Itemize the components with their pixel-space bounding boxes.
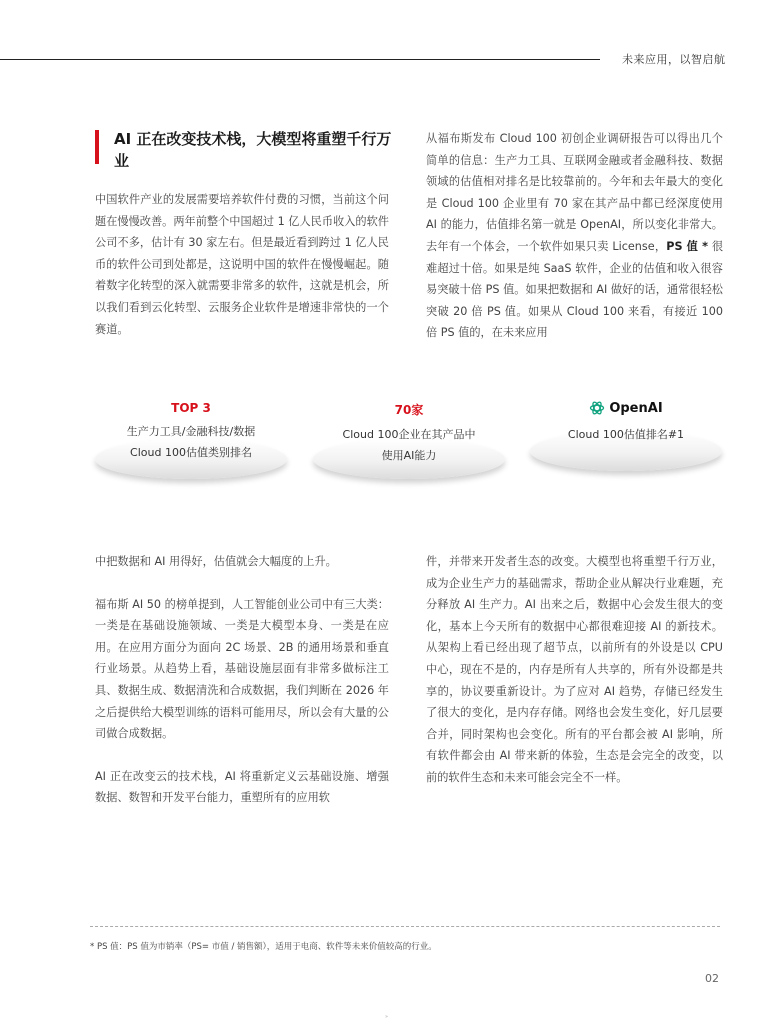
paragraph: 中把数据和 AI 用得好，估值就会大幅度的上升。 [95,555,337,568]
footnote-divider [90,926,720,927]
left-top-column [95,189,389,361]
paragraph: 中国软件产业的发展需要培养软件付费的习惯，当前这个问题在慢慢改善。两年前整个中国超过 1 亿人民币收入的软件公司不多，估计有 30 家左右。但是最近看到跨过 1 亿人民币的软件公司到处都是，这说明中国的软件在慢慢崛起。随着数字化转型的深入就需要非常多的软件，这就是机会，所以我们看到云化转型、云服务企业软件是增速非常快的一个赛道。 [95,193,389,336]
ps-value-term: PS 值 * [666,239,709,253]
paragraph-text: 很难超过十倍。如果是纯 SaaS 软件，企业的估值和收入很容易突破十倍 PS 值。如果把数据和 AI 做好的话，通常很轻松突破 20 倍 PS 值。如果从 Cloud 100 来看，有接近 100 倍 PS 值的，在未来应用 [426,239,724,340]
left-bottom-column [95,551,389,830]
stat-line: 生产力工具/金融科技/数据 [126,425,256,438]
stat-line: Cloud 100估值类别排名 [130,446,252,459]
right-bottom-column [426,551,723,810]
stat-openai [530,400,722,445]
stat-head: 70家 [394,403,424,417]
section-title: AI 正在改变技术栈，大模型将重塑千行万业 [114,130,392,170]
stat-line: Cloud 100企业在其产品中 [342,428,476,441]
paragraph: AI 正在改变云的技术栈，AI 将重新定义云基础设施、增强数据、数智和开发平台能力，重塑所有的应用软 [95,769,389,805]
decorative-mark: » [385,1014,389,1020]
right-top-column [426,128,723,365]
stat-line: 使用AI能力 [381,449,437,462]
header-tagline: 未来应用，以智启航 [622,53,726,66]
header-rule [0,59,600,60]
stat-70 [313,401,505,466]
stat-head: TOP 3 [171,401,211,415]
openai-logo-icon [589,400,605,416]
stat-top3 [95,401,287,463]
openai-logo [589,400,662,416]
page-number: 02 [705,972,719,985]
footnote: * PS 值：PS 值为市销率（PS= 市值 / 销售额），适用于电商、软件等未来价值较高的行业。 [90,942,437,952]
stat-line: Cloud 100估值排名#1 [567,428,685,441]
paragraph [426,128,723,344]
title-accent-bar [95,130,99,164]
paragraph: 件，并带来开发者生态的改变。大模型也将重塑千行万业，成为企业生产力的基础需求，帮助企业从解决行业难题，充分释放 AI 生产力。AI 出来之后，数据中心会发生很大的变化，基本上今天所有的数据中心都很难迎接 AI 的新技术。从架构上看已经出现了超节点，以前所有的外设是以 CPU 中心，现在不是的，内存是所有人共享的，所有外设都是共享的，协议要重新设计。为了应对 AI 趋势，存储已经发生了很大的变化，是内存存储。网络也会发生变化，好几层要合并，同时架构也会变化。所有的平台都会被 AI 影响，所有软件都会由 AI 带来新的体验，生态是会完全的改变，以前的软件生态和未来可能会完全不一样。 [426,555,723,784]
paragraph: 福布斯 AI 50 的榜单提到，人工智能创业公司中有三大类：一类是在基础设施领域、一类是大模型本身、一类是在应用。在应用方面分为面向 2C 场景、2B 的通用场景和垂直行业场景。从趋势上看，基础设施层面有非常多做标注工具、数据生成、数据清洗和合成数据，我们判断在 2026 年之后提供给大模型训练的语料可能用尽，所以会有大量的公司做合成数据。 [95,597,389,741]
openai-logo-text: OpenAI [609,400,663,416]
paragraph-text: 从福布斯发布 Cloud 100 初创企业调研报告可以得出几个简单的信息：生产力工具、互联网金融或者金融科技、数据领域的估值相对排名是比较靠前的。今年和去年最大的变化是 Cloud 100 企业里有 70 家在其产品中都已经深度使用 AI 的能力，估值排名第一就是 OpenAI，所以变化非常大。去年有一个体会，一个软件如果只卖 License， [426,132,723,253]
